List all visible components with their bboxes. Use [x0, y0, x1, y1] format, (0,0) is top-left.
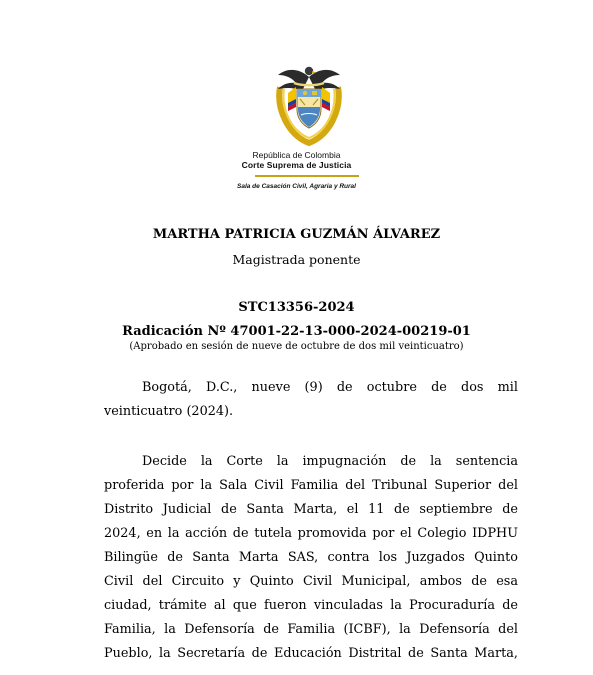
paragraph-line: Civil del Circuito y Quinto Civil Municipal, ambos de esa: [104, 574, 518, 589]
paragraph-line: Bogotá, D.C., nueve (9) de octubre de dos mil: [142, 380, 518, 395]
case-number: STC13356-2024: [238, 300, 355, 315]
paragraph-line: Familia, la Defensoría de Familia (ICBF), la Defensoría del: [104, 622, 518, 637]
coat-of-arms-icon: [266, 47, 352, 147]
magistrate-role: Magistrada ponente: [232, 252, 361, 267]
magistrate-name: MARTHA PATRICIA GUZMÁN ÁLVAREZ: [152, 227, 441, 242]
paragraph-line: Pueblo, la Secretaría de Educación Distrital de Santa Marta,: [104, 646, 518, 661]
court-name: Corte Suprema de Justicia: [241, 160, 352, 170]
paragraph-line: Bilingüe de Santa Marta SAS, contra los Juzgados Quinto: [104, 550, 518, 565]
chamber-name: Sala de Casación Civil, Agraria y Rural: [237, 183, 356, 190]
paragraph-line: Distrito Judicial de Santa Marta, el 11 de septiembre de: [104, 502, 518, 517]
paragraph-line: veinticuatro (2024).: [104, 404, 234, 419]
paragraph-line: 2024, en la acción de tutela promovida por el Colegio IDPHU: [104, 526, 518, 541]
paragraph-line: proferida por la Sala Civil Familia del Tribunal Superior del: [104, 478, 518, 493]
paragraph-line: ciudad, trámite al que fueron vinculadas la Procuraduría de: [104, 598, 518, 613]
paragraph-line: Decide la Corte la impugnación de la sentencia: [142, 454, 518, 469]
gold-divider: [255, 175, 359, 177]
approval-note: (Aprobado en sesión de nueve de octubre de dos mil veinticuatro): [129, 341, 464, 352]
country-name: República de Colombia: [252, 150, 341, 160]
radicacion-number: Radicación Nº 47001-22-13-000-2024-00219-01: [122, 324, 471, 339]
